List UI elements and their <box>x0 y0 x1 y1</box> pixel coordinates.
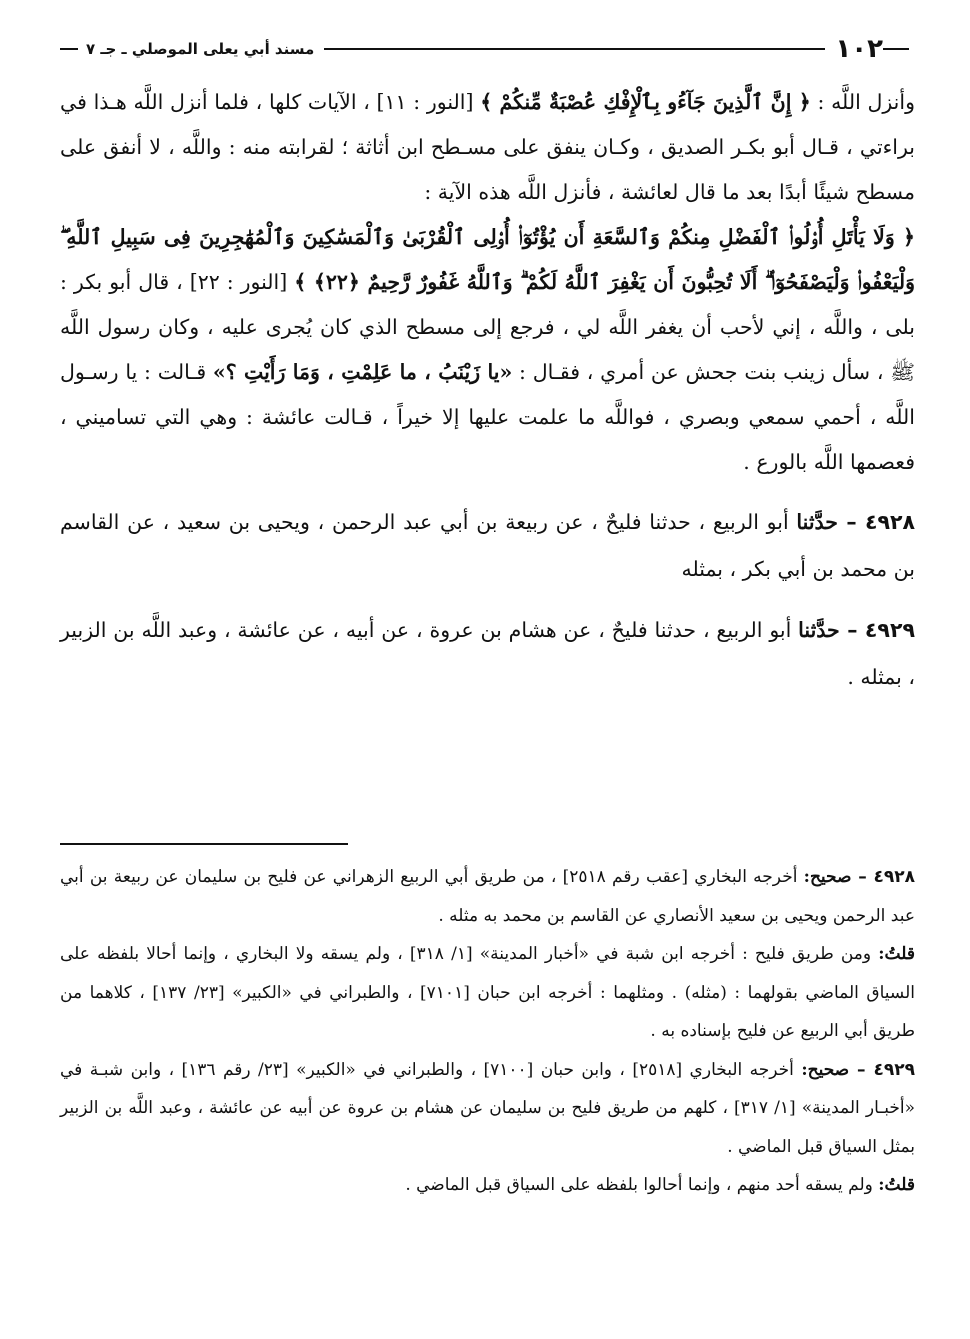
prophet-quote: «يا زَيْنَبُ ، ما عَلِمْتِ ، وَمَا رَأَيْتِ ؟» <box>212 360 513 384</box>
paragraph-verse-11: وأنزل اللَّه : ﴿ إِنَّ ٱلَّذِينَ جَآءُو بِٱلْإِفْكِ عُصْبَةٌ مِّنكُمْ ﴾ [النور : ١١] ، الآيات كلها ، فلما أنزل اللَّه هـذا في براءتي ، قـال أبو بكـر الصديق ، وكـان ينفق على مسـطح ابن أثاثة ؛ لقرابته منه : واللَّه ، لا أنفق على مسطح شيئًا أبدًا بعد ما قال لعائشة ، فأنزل اللَّه هذه الآية : <box>60 90 915 204</box>
grade-label: صحيح: <box>803 867 852 887</box>
footnotes <box>60 858 915 1205</box>
haddathana-word: حدَّثنا <box>798 618 840 642</box>
qult-label: قلتُ: <box>878 1175 915 1195</box>
qult-label: قلتُ: <box>878 944 915 964</box>
haddathana-word: حدَّثنا <box>796 510 838 534</box>
footnote-4929-note: قلتُ: ولم يسقه أحد منهم ، وإنما أحالوا بلفظه على السياق قبل الماضي . <box>405 1175 915 1195</box>
main-text <box>60 80 915 701</box>
quran-verse-nur-22: ﴿ وَلَا يَأْتَلِ أُو۟لُوا۟ ٱلْفَضْلِ مِنكُمْ وَٱلسَّعَةِ أَن يُؤْتُوٓا۟ أُو۟لِى ٱلْقُرْبَىٰ وَٱلْمَسَٰكِينَ وَٱلْمُهَٰجِرِينَ فِى سَبِيلِ ٱللَّهِ ۖ وَلْيَعْفُوا۟ وَلْيَصْفَحُوٓا۟ ۗ أَلَا تُحِبُّونَ أَن يَغْفِرَ ٱللَّهُ لَكُمْ ۗ وَٱللَّهُ غَفُورٌ رَّحِيمٌ ﴿٢٢﴾ ﴾ <box>60 225 915 294</box>
page-number: ١٠٢ <box>835 34 883 64</box>
footnote-separator <box>60 843 348 845</box>
footnote-4928: ٤٩٢٨ – صحيح: أخرجه البخاري [عقب رقم ٢٥١٨] ، من طريق أبي الربيع الزهراني عن فليح بن سليمان عن ربيعة بن أبي عبد الرحمن ويحيى بن سعيد الأنصاري عن القاسم بن محمد به مثله . <box>60 867 915 926</box>
hadith-4928: ٤٩٢٨ – حدَّثنا أبو الربيع ، حدثنا فليحٌ ، عن ربيعة بن أبي عبد الرحمن ، ويحيى بن سعيد ، عن القاسم بن محمد بن أبي بكر ، بمثله <box>60 510 915 581</box>
hadith-number: ٤٩٢٨ <box>864 510 915 534</box>
header-dash-left <box>60 48 78 50</box>
header-dash-right <box>883 48 909 50</box>
header-rule <box>324 48 825 50</box>
quran-verse-nur-11: ﴿ إِنَّ ٱلَّذِينَ جَآءُو بِٱلْإِفْكِ عُصْبَةٌ مِّنكُمْ ﴾ <box>480 90 811 114</box>
paragraph-verse-22: ﴿ وَلَا يَأْتَلِ أُو۟لُوا۟ ٱلْفَضْلِ مِنكُمْ وَٱلسَّعَةِ أَن يُؤْتُوٓا۟ أُو۟لِى ٱلْقُرْبَىٰ وَٱلْمَسَٰكِينَ وَٱلْمُهَٰجِرِينَ فِى سَبِيلِ ٱللَّهِ ۖ وَلْيَعْفُوا۟ وَلْيَصْفَحُوٓا۟ ۗ أَلَا تُحِبُّونَ أَن يَغْفِرَ ٱللَّهُ لَكُمْ ۗ وَٱللَّهُ غَفُورٌ رَّحِيمٌ ﴿٢٢﴾ ﴾ [النور : ٢٢] ، قال أبو بكر : بلى ، واللَّه ، إني لأحب أن يغفر اللَّه لي ، فرجع إلى مسطح الذي كان يُجرى عليه ، وكان رسول اللَّه ﷺ ، سأل زينب بنت جحش عن أمري ، فقـال : «يا زَيْنَبُ ، ما عَلِمْتِ ، وَمَا رَأَيْتِ ؟» قـالت : يا رسـول اللَّه ، أحمي سمعي وبصري ، فواللَّه ما علمت عليها إلا خيراً ، قـالت عائشة : وهي التي تساميني ، فعصمها اللَّه بالورع . <box>60 225 915 474</box>
grade-label: صحيح: <box>801 1059 850 1080</box>
book-title: مسند أبي يعلى الموصلي ـ جـ ٧ <box>86 40 315 58</box>
footnote-4929: ٤٩٢٩ – صحيح: أخرجه البخاري [٢٥١٨] ، وابن حبان [٧١٠٠] ، والطبراني في «الكبير» [٢٣/ رقم ١٣٦] ، وابن شبـة في «أخبـار المدينة» [١/ ٣١٧] ، كلهم من طريق فليح بن سليمان عن هشام بن عروة عن أبيه عن عائشة ، وعبد اللَّه بن الزبير بمثل السياق قبل الماضي . <box>60 1059 916 1157</box>
book-page <box>60 20 915 1320</box>
footnote-4928-note: قلتُ: ومن طريق فليح : أخرجه ابن شبة في «أخبار المدينة» [١/ ٣١٨] ، ولم يسقه ولا البخاري ، وإنما أحالا بلفظه على السياق الماضي بقولهما : (مثله) . ومثلهما : أخرجه ابن حبان [٧١٠١] ، والطبراني في «الكبير» [٢٣/ ١٣٧] ، كلاهما من طريق أبي الربيع عن فليح بإسناده به . <box>60 944 915 1041</box>
hadith-4929: ٤٩٢٩ – حدَّثنا أبو الربيع ، حدثنا فليحٌ ، عن هشام بن عروة ، عن أبيه ، عن عائشة ، وعبد اللَّه بن الزبير ، بمثله . <box>60 618 915 689</box>
page-header <box>60 34 915 64</box>
hadith-number: ٤٩٢٩ <box>864 618 915 642</box>
